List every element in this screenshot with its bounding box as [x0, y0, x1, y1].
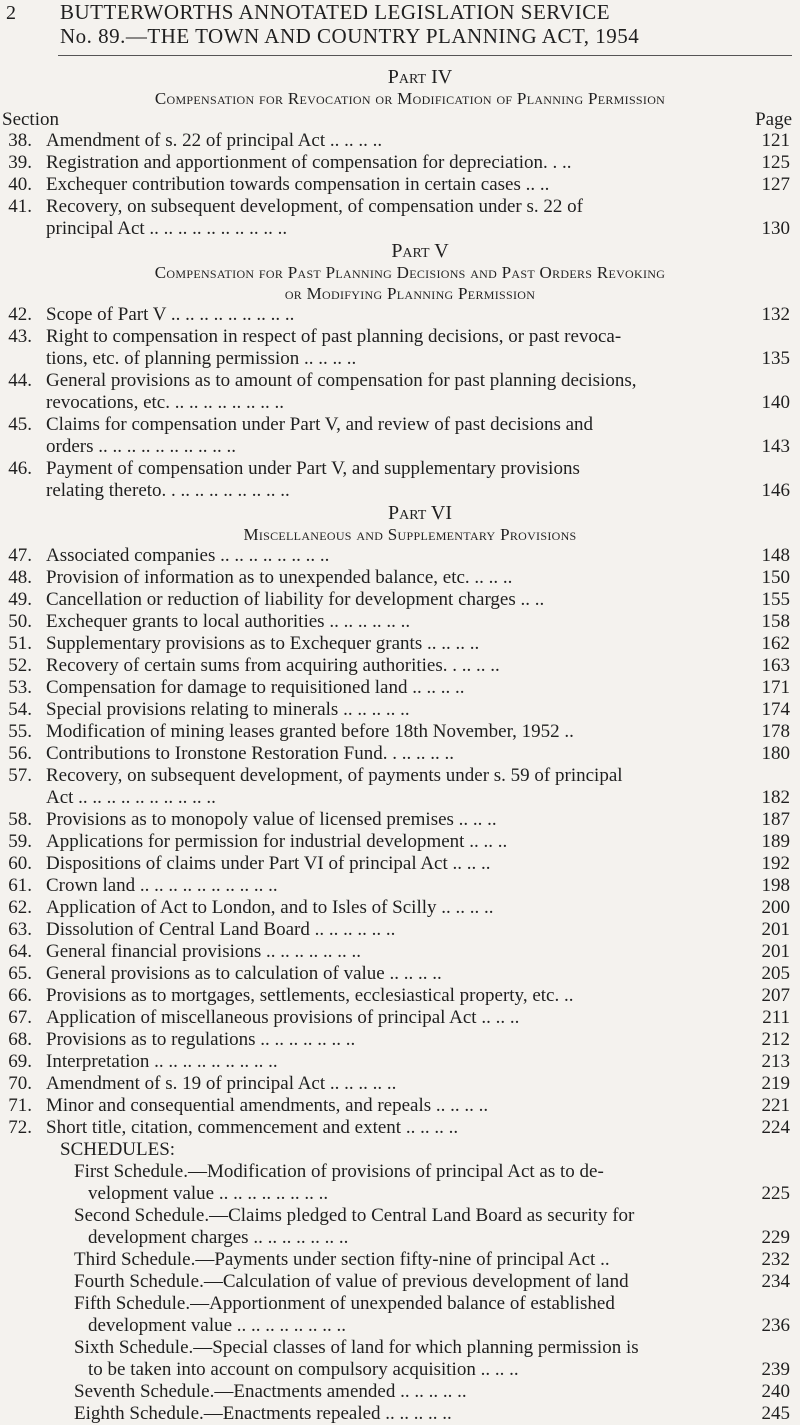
section-title — [46, 919, 740, 941]
toc-entry — [0, 875, 800, 897]
toc-entry — [0, 130, 800, 152]
section-title-line: Recovery, on subsequent development, of payments under s. 59 of principal — [46, 765, 623, 786]
section-title — [46, 1007, 740, 1029]
toc-entry — [0, 721, 800, 743]
toc-entry — [0, 1029, 800, 1051]
page-ref: 121 — [761, 130, 790, 151]
section-title-line: Dispositions of claims under Part VI of principal Act .. .. .. — [46, 853, 491, 874]
part-section — [0, 240, 800, 502]
page-ref: 207 — [761, 985, 790, 1006]
section-title-line: Short title, citation, commencement and extent .. .. .. .. — [46, 1117, 459, 1138]
section-title — [46, 1029, 740, 1051]
toc-entry — [0, 941, 800, 963]
section-title-line: Right to compensation in respect of past planning decisions, or past revoca- — [46, 326, 622, 347]
toc-entry — [0, 897, 800, 919]
page-ref: 213 — [761, 1051, 790, 1072]
section-title — [46, 567, 740, 589]
section-title — [46, 1117, 740, 1139]
section-title — [46, 897, 740, 919]
schedule-title-line: Sixth Schedule.—Special classes of land for which planning permission is — [74, 1337, 639, 1358]
section-title — [46, 458, 740, 502]
section-number: 62. — [8, 897, 32, 918]
page-ref: 239 — [761, 1359, 790, 1380]
page-ref: 171 — [761, 677, 790, 698]
section-number: 48. — [8, 567, 32, 588]
page-ref: 150 — [761, 567, 790, 588]
section-title — [46, 1051, 740, 1073]
page-ref: 162 — [761, 633, 790, 654]
section-number: 67. — [8, 1007, 32, 1028]
section-title-line: Amendment of s. 19 of principal Act .. .. .. .. .. — [46, 1073, 397, 1094]
page-ref: 192 — [761, 853, 790, 874]
section-title — [46, 370, 740, 414]
page-ref: 174 — [761, 699, 790, 720]
section-title — [46, 963, 740, 985]
toc-entry — [0, 743, 800, 765]
page-ref: 125 — [761, 152, 790, 173]
toc-entry — [0, 831, 800, 853]
section-number: 45. — [8, 414, 32, 435]
toc-entry — [0, 1007, 800, 1029]
section-title-line: Exchequer contribution towards compensation in certain cases .. .. — [46, 174, 550, 195]
toc-entry — [0, 765, 800, 809]
page-ref: 146 — [761, 480, 790, 501]
page-ref: 205 — [761, 963, 790, 984]
schedule-title — [74, 1337, 740, 1381]
section-number: 46. — [8, 458, 32, 479]
toc-entry — [0, 1095, 800, 1117]
section-title-line: Amendment of s. 22 of principal Act .. .. .. .. — [46, 130, 383, 151]
section-title-line: Claims for compensation under Part V, and review of past decisions and — [46, 414, 594, 435]
schedule-title-line: velopment value .. .. .. .. .. .. .. .. — [88, 1183, 329, 1204]
toc-entry — [0, 174, 800, 196]
section-number: 51. — [8, 633, 32, 654]
section-title-line: Recovery, on subsequent development, of compensation under s. 22 of — [46, 196, 583, 217]
running-head — [60, 0, 639, 48]
page-ref: 155 — [761, 589, 790, 610]
part-subtitle: Miscellaneous and Supplementary Provisions — [243, 525, 577, 544]
section-number: 41. — [8, 196, 32, 217]
page-ref: 189 — [761, 831, 790, 852]
section-title — [46, 152, 740, 174]
schedule-title — [74, 1403, 740, 1425]
section-title-line: Special provisions relating to minerals .. .. .. .. .. — [46, 699, 410, 720]
section-number: 40. — [8, 174, 32, 195]
toc-entry — [0, 611, 800, 633]
section-title — [46, 414, 740, 458]
page-ref: 240 — [761, 1381, 790, 1402]
section-title-line: Application of miscellaneous provisions of principal Act .. .. .. — [46, 1007, 520, 1028]
section-title — [46, 611, 740, 633]
running-head-act: No. 89.—THE TOWN AND COUNTRY PLANNING ACT, 1954 — [60, 24, 640, 48]
section-title — [46, 130, 740, 152]
toc-entry — [0, 196, 800, 240]
toc-entry — [0, 655, 800, 677]
schedule-title — [74, 1161, 740, 1205]
toc-entry — [0, 985, 800, 1007]
section-number: 58. — [8, 809, 32, 830]
section-title-line: Provisions as to monopoly value of licensed premises .. .. .. — [46, 809, 497, 830]
section-title-line: Minor and consequential amendments, and repeals .. .. .. .. — [46, 1095, 489, 1116]
schedule-title-line: First Schedule.—Modification of provisions of principal Act as to de- — [74, 1161, 604, 1182]
schedule-title-line: development value .. .. .. .. .. .. .. .. — [88, 1315, 347, 1336]
part-title: Part IV — [387, 66, 453, 88]
page-ref: 130 — [761, 218, 790, 239]
toc-entry — [0, 326, 800, 370]
page-ref: 225 — [761, 1183, 790, 1204]
schedule-title-line: development charges .. .. .. .. .. .. .. — [88, 1227, 349, 1248]
toc-entry — [0, 304, 800, 326]
section-title-line: Associated companies .. .. .. .. .. .. .. .. — [46, 545, 330, 566]
page-ref: 140 — [761, 392, 790, 413]
section-title-line: Interpretation .. .. .. .. .. .. .. .. .. — [46, 1051, 278, 1072]
toc-entry — [0, 567, 800, 589]
section-title-line: Recovery of certain sums from acquiring authorities. . .. .. .. — [46, 655, 500, 676]
section-title-line: Scope of Part V .. .. .. .. .. .. .. .. .. — [46, 304, 295, 325]
section-number: 66. — [8, 985, 32, 1006]
page-ref: 236 — [761, 1315, 790, 1336]
page-ref: 232 — [761, 1249, 790, 1270]
section-title-line: Contributions to Ironstone Restoration Fund. . .. .. .. .. — [46, 743, 454, 764]
section-number: 53. — [8, 677, 32, 698]
page-ref: 219 — [761, 1073, 790, 1094]
section-title-line: Application of Act to London, and to Isles of Scilly .. .. .. .. — [46, 897, 494, 918]
section-title — [46, 174, 740, 196]
schedule-entry — [74, 1271, 800, 1293]
page-ref: 200 — [761, 897, 790, 918]
schedule-title-line: Fourth Schedule.—Calculation of value of previous development of land — [74, 1271, 629, 1292]
page-ref: 178 — [761, 721, 790, 742]
section-title-line: orders .. .. .. .. .. .. .. .. .. .. — [46, 436, 236, 457]
section-title — [46, 941, 740, 963]
section-number: 55. — [8, 721, 32, 742]
section-title — [46, 196, 740, 240]
section-number: 70. — [8, 1073, 32, 1094]
section-title — [46, 765, 740, 809]
section-title-line: Provisions as to mortgages, settlements, ecclesiastical property, etc. .. — [46, 985, 574, 1006]
section-title-line: Provisions as to regulations .. .. .. .. .. .. .. — [46, 1029, 356, 1050]
part-title: Part V — [391, 240, 449, 262]
page-ref: 187 — [761, 809, 790, 830]
column-header — [0, 109, 800, 130]
toc-entry — [0, 963, 800, 985]
section-title-line: tions, etc. of planning permission .. .. .. .. — [46, 348, 357, 369]
toc-entry — [0, 677, 800, 699]
page-ref: 201 — [761, 919, 790, 940]
toc-entry — [0, 458, 800, 502]
schedule-title — [74, 1205, 740, 1249]
section-title — [46, 1073, 740, 1095]
section-number: 42. — [8, 304, 32, 325]
schedule-entry — [74, 1337, 800, 1381]
page-ref: 132 — [761, 304, 790, 325]
section-title-line: Exchequer grants to local authorities .. .. .. .. .. .. — [46, 611, 411, 632]
schedule-entry — [74, 1249, 800, 1271]
page-ref: 229 — [761, 1227, 790, 1248]
part-subtitle: Compensation for Past Planning Decisions and Past Orders Revoking — [154, 263, 666, 282]
toc-entry — [0, 809, 800, 831]
section-title-line: revocations, etc. .. .. .. .. .. .. .. .. — [46, 392, 284, 413]
section-title — [46, 633, 740, 655]
section-title-line: Cancellation or reduction of liability for development charges .. .. — [46, 589, 545, 610]
section-number: 72. — [8, 1117, 32, 1138]
part-subtitle: or Modifying Planning Permission — [284, 284, 536, 303]
schedule-entry — [74, 1161, 800, 1205]
section-number: 47. — [8, 545, 32, 566]
section-column-label: Section — [2, 109, 59, 130]
part-section — [0, 66, 800, 240]
section-title — [46, 326, 740, 370]
section-title — [46, 809, 740, 831]
section-title — [46, 985, 740, 1007]
page-ref: 234 — [761, 1271, 790, 1292]
section-number: 38. — [8, 130, 32, 151]
section-title-line: General financial provisions .. .. .. .. .. .. .. — [46, 941, 362, 962]
page-ref: 180 — [761, 743, 790, 764]
section-title — [46, 655, 740, 677]
toc-entry — [0, 414, 800, 458]
section-title-line: Act .. .. .. .. .. .. .. .. .. .. — [46, 787, 216, 808]
section-title-line: Compensation for damage to requisitioned land .. .. .. .. — [46, 677, 465, 698]
section-title — [46, 589, 740, 611]
section-title-line: relating thereto. . .. .. .. .. .. .. .. .. — [46, 480, 290, 501]
section-title — [46, 743, 740, 765]
header-rule — [58, 55, 792, 56]
toc-entry — [0, 589, 800, 611]
schedule-title-line: Eighth Schedule.—Enactments repealed .. .. .. .. .. — [74, 1403, 452, 1424]
section-title — [46, 875, 740, 897]
part-section — [0, 502, 800, 1139]
section-number: 56. — [8, 743, 32, 764]
section-title-line: Applications for permission for industrial development .. .. .. — [46, 831, 508, 852]
section-number: 60. — [8, 853, 32, 874]
schedule-entry — [74, 1403, 800, 1425]
page-ref: 158 — [761, 611, 790, 632]
section-title — [46, 721, 740, 743]
section-title — [46, 853, 740, 875]
section-title — [46, 545, 740, 567]
page-ref: 198 — [761, 875, 790, 896]
section-title-line: Registration and apportionment of compensation for depreciation. . .. — [46, 152, 572, 173]
schedule-entry — [74, 1293, 800, 1337]
section-title — [46, 699, 740, 721]
table-of-contents — [0, 66, 800, 1425]
page-ref: 211 — [762, 1007, 790, 1028]
page-ref: 135 — [761, 348, 790, 369]
section-number: 59. — [8, 831, 32, 852]
toc-entry — [0, 633, 800, 655]
toc-entry — [0, 853, 800, 875]
section-number: 69. — [8, 1051, 32, 1072]
section-title-line: Modification of mining leases granted before 18th November, 1952 .. — [46, 721, 574, 742]
section-title-line: General provisions as to amount of compensation for past planning decisions, — [46, 370, 637, 391]
section-number: 64. — [8, 941, 32, 962]
page-ref: 163 — [761, 655, 790, 676]
toc-entry — [0, 1117, 800, 1139]
schedule-title-line: to be taken into account on compulsory acquisition .. .. .. — [88, 1359, 519, 1380]
section-title — [46, 1095, 740, 1117]
schedule-entry — [74, 1381, 800, 1403]
section-number: 54. — [8, 699, 32, 720]
page-ref: 201 — [761, 941, 790, 962]
toc-entry — [0, 919, 800, 941]
section-number: 65. — [8, 963, 32, 984]
toc-entry — [0, 1051, 800, 1073]
section-title — [46, 831, 740, 853]
running-head-title: BUTTERWORTHS ANNOTATED LEGISLATION SERVICE — [60, 0, 611, 24]
page-ref: 224 — [761, 1117, 790, 1138]
schedule-title-line: Fifth Schedule.—Apportionment of unexpended balance of established — [74, 1293, 615, 1314]
schedule-title — [74, 1249, 740, 1271]
page-ref: 148 — [761, 545, 790, 566]
page-ref: 182 — [761, 787, 790, 808]
part-subtitle: Compensation for Revocation or Modification of Planning Permission — [154, 89, 666, 108]
section-title-line: Provision of information as to unexpended balance, etc. .. .. .. — [46, 567, 513, 588]
section-title-line: Payment of compensation under Part V, and supplementary provisions — [46, 458, 580, 479]
section-number: 49. — [8, 589, 32, 610]
page-ref: 212 — [761, 1029, 790, 1050]
page-column-label: Page — [755, 109, 792, 130]
section-number: 39. — [8, 152, 32, 173]
section-number: 57. — [8, 765, 32, 786]
section-title-line: Supplementary provisions as to Exchequer grants .. .. .. .. — [46, 633, 480, 654]
page-ref: 143 — [761, 436, 790, 457]
toc-entry — [0, 152, 800, 174]
toc-entry — [0, 1073, 800, 1095]
schedule-entry — [74, 1205, 800, 1249]
section-number: 50. — [8, 611, 32, 632]
section-number: 63. — [8, 919, 32, 940]
schedule-title — [74, 1293, 740, 1337]
section-title-line: principal Act .. .. .. .. .. .. .. .. .. .. — [46, 218, 288, 239]
schedule-title — [74, 1381, 740, 1403]
page-ref: 221 — [761, 1095, 790, 1116]
schedule-title-line: Third Schedule.—Payments under section fifty-nine of principal Act .. — [74, 1249, 610, 1270]
section-title-line: Dissolution of Central Land Board .. .. .. .. .. .. — [46, 919, 396, 940]
section-title — [46, 304, 740, 326]
schedules-heading: SCHEDULES: — [60, 1139, 176, 1160]
section-title — [46, 677, 740, 699]
toc-entry — [0, 699, 800, 721]
section-number: 71. — [8, 1095, 32, 1116]
schedule-title-line: Second Schedule.—Claims pledged to Central Land Board as security for — [74, 1205, 635, 1226]
section-title-line: Crown land .. .. .. .. .. .. .. .. .. .. — [46, 875, 278, 896]
page-ref: 245 — [761, 1403, 790, 1424]
section-number: 44. — [8, 370, 32, 391]
section-number: 52. — [8, 655, 32, 676]
page-number: 2 — [6, 2, 16, 24]
section-number: 68. — [8, 1029, 32, 1050]
page-ref: 127 — [761, 174, 790, 195]
toc-entry — [0, 545, 800, 567]
schedule-title — [74, 1271, 740, 1293]
toc-entry — [0, 370, 800, 414]
schedule-title-line: Seventh Schedule.—Enactments amended .. .. .. .. .. — [74, 1381, 467, 1402]
section-number: 43. — [8, 326, 32, 347]
section-number: 61. — [8, 875, 32, 896]
section-title-line: General provisions as to calculation of value .. .. .. .. — [46, 963, 442, 984]
part-title: Part VI — [387, 502, 453, 524]
